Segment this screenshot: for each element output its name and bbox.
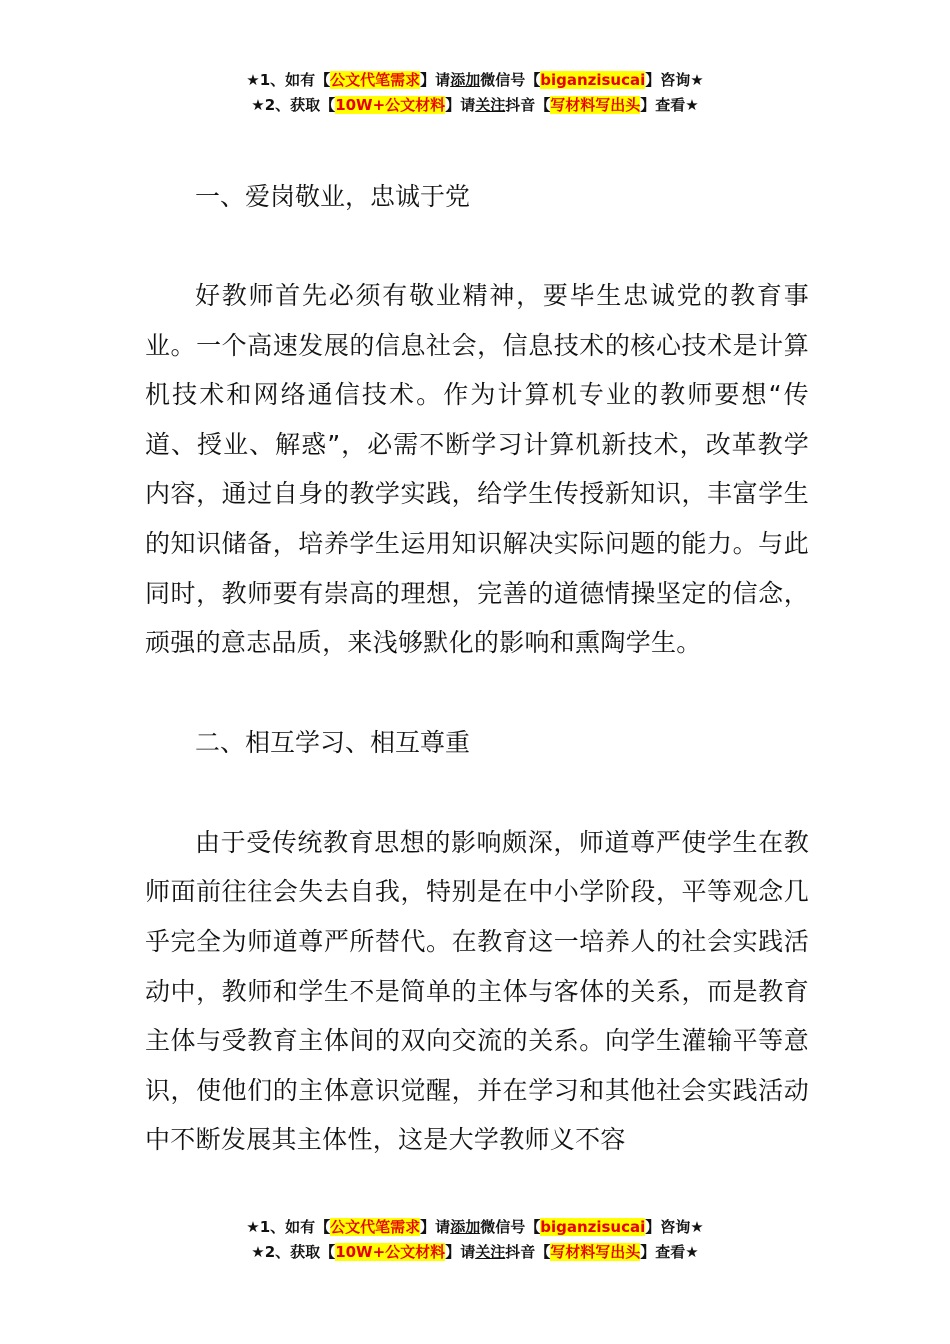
banner-text: 抖音【 bbox=[505, 96, 551, 114]
banner-highlight: biganzisucai bbox=[540, 1218, 646, 1236]
banner-text: 】请 bbox=[420, 1218, 451, 1236]
banner-text: ★1、如有【 bbox=[246, 71, 331, 89]
spacer bbox=[145, 222, 809, 271]
banner-highlight: 10W+公文材料 bbox=[335, 1243, 446, 1261]
banner-underline: 添加 bbox=[450, 71, 481, 89]
banner-line-2 bbox=[0, 93, 950, 118]
spacer bbox=[145, 768, 809, 818]
banner-text: 微信号【 bbox=[480, 71, 541, 89]
banner-text: 】请 bbox=[445, 96, 476, 114]
banner-highlight: 10W+公文材料 bbox=[335, 96, 446, 114]
banner-text: 】请 bbox=[445, 1243, 476, 1261]
banner-text: ★1、如有【 bbox=[246, 1218, 331, 1236]
section-heading-2: 二、相互学习、相互尊重 bbox=[195, 727, 471, 757]
banner-text: 抖音【 bbox=[505, 1243, 551, 1261]
banner-text: 】咨询★ bbox=[645, 71, 704, 89]
banner-underline: 关注 bbox=[475, 96, 506, 114]
banner-text: ★2、获取【 bbox=[251, 96, 336, 114]
banner-text: 微信号【 bbox=[480, 1218, 541, 1236]
banner-underline: 添加 bbox=[450, 1218, 481, 1236]
banner-text: 】查看★ bbox=[640, 96, 699, 114]
banner-text: 】查看★ bbox=[640, 1243, 699, 1261]
banner-highlight: biganzisucai bbox=[540, 71, 646, 89]
section-paragraph-1: 好教师首先必须有敬业精神，要毕生忠诚党的教育事业。一个高速发展的信息社会，信息技术的核心技术是计算机技术和网络通信技术。作为计算机专业的教师要想“传道、授业、解惑”，必需不断学习计算机新技术，改革教学内容，通过自身的教学实践，给学生传授新知识，丰富学生的知识储备，培养学生运用知识解决实际问题的能力。与此同时，教师要有崇高的理想，完善的道德情操坚定的信念，顽强的意志品质，来浅够默化的影响和熏陶学生。 bbox=[145, 281, 809, 658]
section-paragraph-2: 由于受传统教育思想的影响颇深，师道尊严使学生在教师面前往往会失去自我，特别是在中小学阶段，平等观念几乎完全为师道尊严所替代。在教育这一培养人的社会实践活动中，教师和学生不是简单的主体与客体的关系，而是教育主体与受教育主体间的双向交流的关系。向学生灌输平等意识，使他们的主体意识觉醒，并在学习和其他社会实践活动中不断发展其主体性，这是大学教师义不容 bbox=[145, 827, 809, 1155]
header-banner bbox=[0, 68, 950, 118]
banner-text: ★2、获取【 bbox=[251, 1243, 336, 1261]
banner-text: 】咨询★ bbox=[645, 1218, 704, 1236]
banner-line-1 bbox=[0, 1215, 950, 1240]
banner-underline: 关注 bbox=[475, 1243, 506, 1261]
banner-line-2 bbox=[0, 1240, 950, 1265]
banner-highlight: 写材料写出头 bbox=[550, 1243, 641, 1261]
banner-line-1 bbox=[0, 68, 950, 93]
document-body bbox=[145, 172, 809, 1165]
section-heading-1: 一、爱岗敬业，忠诚于党 bbox=[195, 182, 471, 211]
spacer bbox=[145, 668, 809, 718]
banner-highlight: 写材料写出头 bbox=[550, 96, 641, 114]
banner-highlight: 公文代笔需求 bbox=[330, 1218, 421, 1236]
footer-banner bbox=[0, 1215, 950, 1265]
banner-highlight: 公文代笔需求 bbox=[330, 71, 421, 89]
banner-text: 】请 bbox=[420, 71, 451, 89]
